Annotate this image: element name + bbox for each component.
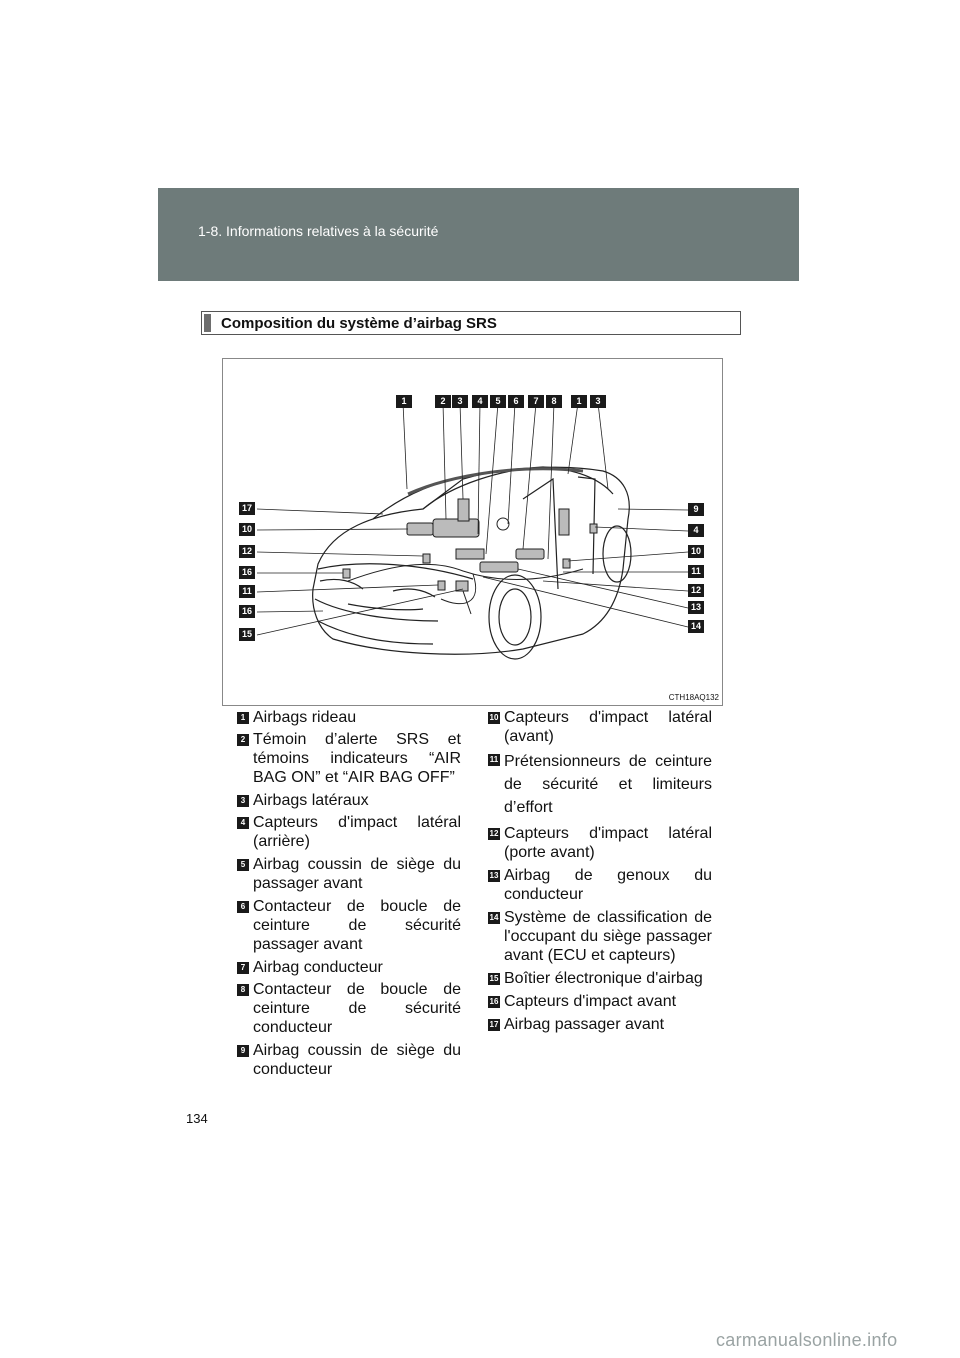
legend-column-right	[488, 708, 712, 1034]
legend-item-11	[488, 750, 712, 819]
legend-number: 8	[237, 984, 249, 996]
label-left-4: 16	[239, 566, 255, 579]
legend-item-9	[237, 1041, 461, 1079]
figure-code: CTH18AQ132	[668, 693, 719, 702]
label-right-7: 14	[688, 620, 704, 633]
label-left-7: 15	[239, 628, 255, 641]
legend-text: Airbag coussin de siège du passager avant	[253, 856, 461, 892]
legend-text: Airbag passager avant	[504, 1016, 665, 1033]
legend-item-7	[237, 958, 461, 977]
legend-text: Airbag de genoux du conducteur	[504, 867, 712, 903]
legend-item-16	[488, 992, 712, 1011]
legend-item-8	[237, 980, 461, 1037]
section-title: Composition du système d’airbag SRS	[221, 315, 497, 332]
legend-number: 10	[489, 713, 499, 722]
legend-item-13	[488, 866, 712, 904]
legend-number: 3	[237, 795, 249, 807]
legend-number: 15	[489, 974, 499, 983]
legend-item-2	[237, 730, 461, 787]
label-left-3: 12	[239, 545, 255, 558]
legend-number: 4	[237, 817, 249, 829]
label-right-2: 4	[688, 524, 704, 537]
label-left-2: 10	[239, 523, 255, 536]
legend-item-12	[488, 824, 712, 862]
legend-text: Contacteur de boucle de ceinture de sécurité passager avant	[253, 898, 461, 953]
legend-item-1	[237, 708, 461, 727]
legend-item-6	[237, 897, 461, 954]
legend-text: Capteurs d'impact avant	[504, 993, 677, 1010]
heading-marker	[204, 314, 211, 332]
legend-text: Capteurs d'impact latéral (avant)	[504, 709, 712, 745]
label-top-1: 1	[396, 395, 412, 408]
legend-text: Prétensionneurs de ceinture de sécurité et limiteurs d’effort	[504, 753, 712, 816]
legend-item-17	[488, 1015, 712, 1034]
label-top-3: 3	[452, 395, 468, 408]
legend-text: Capteurs d'impact latéral (porte avant)	[504, 825, 712, 861]
legend-item-3	[237, 791, 461, 810]
legend-number: 13	[489, 871, 499, 880]
legend-number: 7	[237, 962, 249, 974]
legend-item-15	[488, 969, 712, 988]
section-heading	[201, 311, 741, 335]
label-top-9: 1	[571, 395, 587, 408]
legend-number: 11	[489, 755, 499, 764]
legend-number: 1	[237, 712, 249, 724]
airbag-diagram	[222, 358, 723, 706]
legend-text: Airbag coussin de siège du conducteur	[253, 1042, 461, 1078]
car-illustration	[223, 359, 724, 707]
legend-number: 14	[489, 913, 499, 922]
legend-number: 2	[237, 734, 249, 746]
label-left-6: 16	[239, 605, 255, 618]
legend-text: Boîtier électronique d'airbag	[504, 970, 703, 987]
label-left-5: 11	[239, 585, 255, 598]
legend-text: Contacteur de boucle de ceinture de sécurité conducteur	[253, 981, 461, 1036]
legend-item-14	[488, 908, 712, 965]
legend-number: 9	[237, 1045, 249, 1057]
label-right-5: 12	[688, 584, 704, 597]
label-top-8: 8	[546, 395, 562, 408]
label-top-4: 4	[472, 395, 488, 408]
label-right-1: 9	[688, 503, 704, 516]
label-right-6: 13	[688, 601, 704, 614]
legend-text: Témoin d’alerte SRS et témoins indicateurs “AIR BAG ON” et “AIR BAG OFF”	[253, 731, 461, 786]
label-left-1: 17	[239, 502, 255, 515]
legend-number: 6	[237, 901, 249, 913]
legend-item-4	[237, 813, 461, 851]
label-right-3: 10	[688, 545, 704, 558]
label-right-4: 11	[688, 565, 704, 578]
legend-text: Capteurs d'impact latéral (arrière)	[253, 814, 461, 850]
legend-text: Airbag conducteur	[253, 959, 383, 976]
legend-number: 17	[489, 1020, 499, 1029]
legend-text: Système de classification de l'occupant du siège passager avant (ECU et capteurs)	[504, 909, 712, 964]
legend-text: Airbags rideau	[253, 709, 357, 726]
chapter-title: 1-8. Informations relatives à la sécurité	[198, 223, 439, 239]
label-top-5: 5	[490, 395, 506, 408]
legend-column-left	[237, 708, 461, 1079]
legend-item-10	[488, 708, 712, 746]
chapter-header	[158, 188, 799, 281]
page-number: 134	[186, 1111, 208, 1126]
label-top-10: 3	[590, 395, 606, 408]
legend-text: Airbags latéraux	[253, 792, 369, 809]
watermark-text: carmanualsonline.info	[716, 1330, 898, 1350]
legend-number: 16	[489, 997, 499, 1006]
label-top-6: 6	[508, 395, 524, 408]
label-top-7: 7	[528, 395, 544, 408]
legend-item-5	[237, 855, 461, 893]
legend-number: 12	[489, 829, 499, 838]
legend-number: 5	[237, 859, 249, 871]
label-top-2: 2	[435, 395, 451, 408]
